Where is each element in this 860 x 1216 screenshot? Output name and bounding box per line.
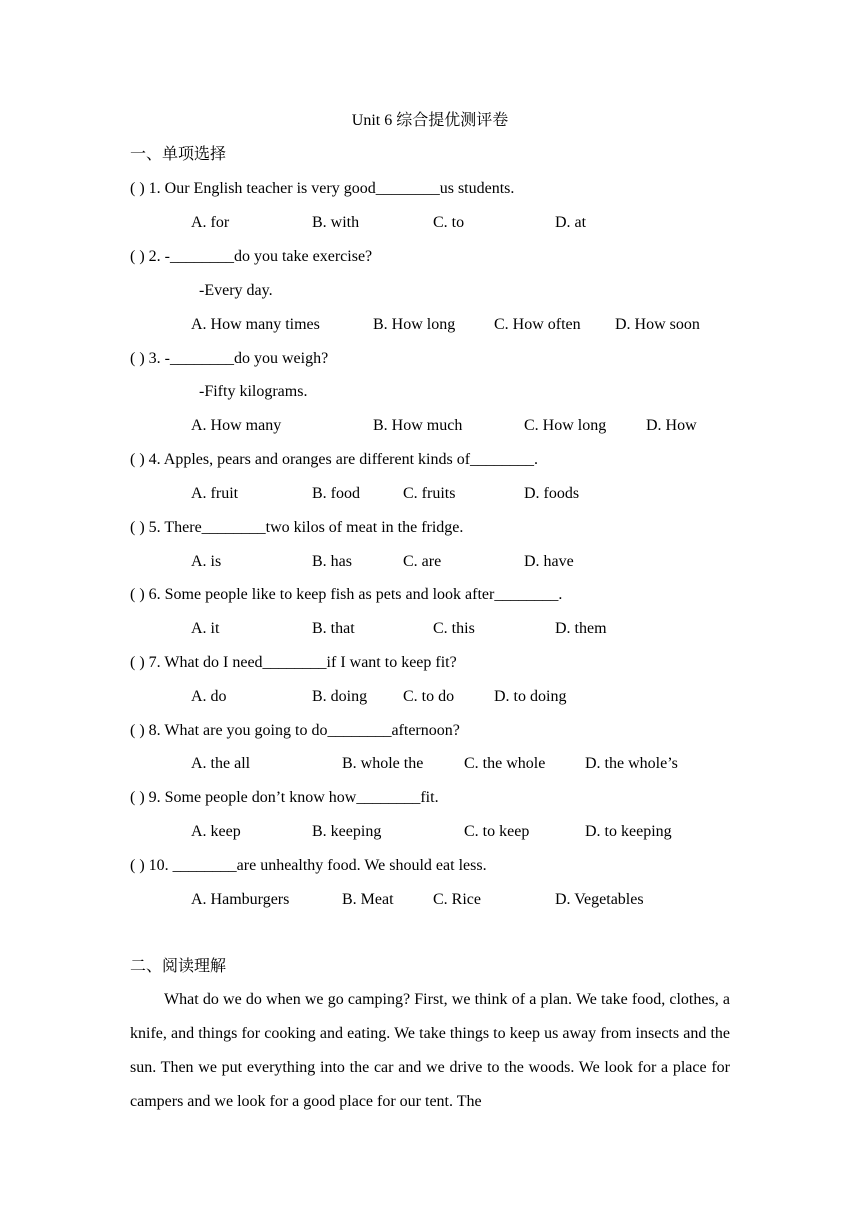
question-8-option-a: A. the all (191, 755, 251, 772)
question-7-option-c: C. to do (403, 688, 455, 705)
question-4-option-d: D. foods (524, 485, 580, 502)
question-7-option-a: A. do (191, 688, 227, 705)
reading-passage (130, 983, 730, 1119)
question-9-stem: ( ) 9. Some people don’t know how________fit. (130, 789, 439, 806)
question-3-reply: -Fifty kilograms. (199, 383, 308, 400)
question-6-stem: ( ) 6. Some people like to keep fish as pets and look after________. (130, 586, 563, 603)
question-9-option-a: A. keep (191, 823, 241, 840)
question-6-option-c: C. this (433, 620, 475, 637)
question-1-stem: ( ) 1. Our English teacher is very good________us students. (130, 180, 515, 197)
question-10-option-c: C. Rice (433, 891, 481, 908)
section-2-heading: 二、阅读理解 (130, 958, 227, 975)
question-6-option-d: D. them (555, 620, 607, 637)
question-10-stem: ( ) 10. ________are unhealthy food. We should eat less. (130, 857, 487, 874)
question-9-option-c: C. to keep (464, 823, 530, 840)
page-title: Unit 6 综合提优测评卷 (351, 112, 509, 129)
question-3-option-d: D. How (646, 417, 697, 434)
question-7-stem: ( ) 7. What do I need________if I want to keep fit? (130, 654, 457, 671)
question-2-option-a: A. How many times (191, 316, 320, 333)
question-1-option-a: A. for (191, 214, 230, 231)
question-4-option-a: A. fruit (191, 485, 239, 502)
question-5-option-b: B. has (312, 553, 352, 570)
question-2-stem: ( ) 2. -________do you take exercise? (130, 248, 373, 265)
question-1-option-d: D. at (555, 214, 587, 231)
question-5-option-d: D. have (524, 553, 574, 570)
question-2-option-d: D. How soon (615, 316, 700, 333)
question-10-option-d: D. Vegetables (555, 891, 644, 908)
question-9-option-b: B. keeping (312, 823, 382, 840)
question-10-option-b: B. Meat (342, 891, 394, 908)
question-8-option-c: C. the whole (464, 755, 546, 772)
question-10-option-a: A. Hamburgers (191, 891, 290, 908)
section-1-heading: 一、单项选择 (130, 146, 227, 163)
question-5-option-c: C. are (403, 553, 442, 570)
question-8-stem: ( ) 8. What are you going to do________afternoon? (130, 722, 460, 739)
question-5-stem: ( ) 5. There________two kilos of meat in the fridge. (130, 519, 464, 536)
question-3-option-b: B. How much (373, 417, 463, 434)
question-8-option-d: D. the whole’s (585, 755, 678, 772)
question-8-option-b: B. whole the (342, 755, 424, 772)
question-7-option-b: B. doing (312, 688, 368, 705)
question-3-stem: ( ) 3. -________do you weigh? (130, 350, 329, 367)
question-2-reply: -Every day. (199, 282, 273, 299)
question-6-option-a: A. it (191, 620, 220, 637)
question-3-option-a: A. How many (191, 417, 282, 434)
question-2-option-c: C. How often (494, 316, 581, 333)
question-9-option-d: D. to keeping (585, 823, 672, 840)
question-4-option-c: C. fruits (403, 485, 456, 502)
reading-passage-text: What do we do when we go camping? First, we think of a plan. We take food, clothes, a knife, and things for cooking and eating. We take things to keep us away from insects and the sun. Then we put everything into the car and we drive to the woods. We look for a place for campers and we look for a good place for our tent. The (130, 991, 730, 1110)
question-6-option-b: B. that (312, 620, 355, 637)
question-1-option-c: C. to (433, 214, 465, 231)
question-2-option-b: B. How long (373, 316, 456, 333)
question-3-option-c: C. How long (524, 417, 607, 434)
question-4-option-b: B. food (312, 485, 360, 502)
question-7-option-d: D. to doing (494, 688, 567, 705)
question-1-option-b: B. with (312, 214, 360, 231)
question-5-option-a: A. is (191, 553, 222, 570)
question-4-stem: ( ) 4. Apples, pears and oranges are different kinds of________. (130, 451, 539, 468)
